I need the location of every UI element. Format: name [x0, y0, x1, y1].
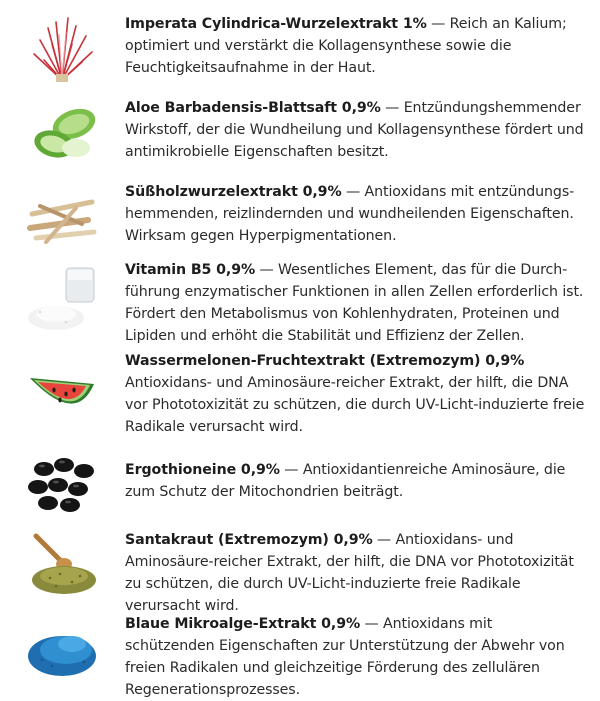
- ingredient-description: Antioxidans mit entzündungs-hemmenden, reizlindernden und wundheilenden Eigenschaften. Wirksam gegen Hyperpigmentationen.: [125, 184, 575, 244]
- ingredient-text: [125, 350, 585, 438]
- ingredient-text: [125, 613, 585, 701]
- ingredient-name: Wassermelonen-Fruchtextrakt (Extremozym) 0,9%: [125, 353, 525, 369]
- ingredient-description: Antioxidantienreiche Aminosäure, die zum Schutz der Mitochondrien beiträgt.: [125, 462, 566, 500]
- ingredient-description: Wesentliches Element, das für die Durch-führung enzymatischer Funktionen in allen Zellen erforderlich ist. Fördert den Metabolismus von Kohlenhydraten, Proteinen und Lipiden und erhöht die Stabilität und Effizienz der Zellen.: [125, 262, 584, 344]
- ingredient-description: Antioxidans- und Aminosäure-reicher Extrakt, der hilft, die DNA vor Phototoxizität zu schützen, die durch UV-Licht-induzierte freie Radikale verursacht wird.: [125, 375, 585, 435]
- aloe-vera-icon: [26, 100, 98, 170]
- ingredient-text: [125, 181, 585, 247]
- ingredient-description: Reich an Kalium; optimiert und verstärkt die Kollagensynthese sowie die Feuchtigkeitsaufnahme in der Haut.: [125, 16, 567, 76]
- ingredient-name: Blaue Mikroalge-Extrakt 0,9%: [125, 616, 361, 632]
- ingredient-name: Ergothioneine 0,9%: [125, 462, 280, 478]
- separator: —: [341, 184, 365, 200]
- ingredient-text: [125, 459, 585, 503]
- separator: —: [279, 462, 303, 478]
- licorice-root-icon: [26, 184, 98, 254]
- separator: —: [255, 262, 279, 278]
- black-beans-icon: [26, 451, 98, 521]
- ingredient-text: [125, 13, 585, 79]
- separator: —: [360, 616, 383, 632]
- ingredient-name: Aloe Barbadensis-Blattsaft 0,9%: [125, 100, 381, 116]
- ingredient-description: Entzündungshemmender Wirkstoff, der die Wundheilung und Kollagensynthese fördert und antimikrobielle Eigenschaften besitzt.: [125, 100, 584, 160]
- ingredient-name: Imperata Cylindrica-Wurzelextrakt 1%: [125, 16, 427, 32]
- ingredient-name: Vitamin B5 0,9%: [125, 262, 256, 278]
- separator: —: [426, 16, 450, 32]
- ingredient-description: Antioxidans- und Aminosäure-reicher Extrakt, der hilft, die DNA vor Phototoxizität zu schützen, die durch UV-Licht-induzierte freie Radikale verursacht wird.: [125, 532, 574, 614]
- ingredient-name: Santakraut (Extremozym) 0,9%: [125, 532, 373, 548]
- ingredient-text: [125, 259, 585, 347]
- ingredient-text: [125, 97, 585, 163]
- watermelon-icon: [26, 360, 98, 430]
- ingredient-name: Süßholzwurzelextrakt 0,9%: [125, 184, 342, 200]
- ingredient-description: Antioxidans mit schützenden Eigenschaften zur Unterstützung der Abwehr von freien Radikalen und gleichzeitige Förderung des zellulären Regenerationsprozesses.: [125, 616, 565, 698]
- dried-herb-icon: [26, 528, 98, 598]
- ingredient-text: [125, 529, 585, 617]
- red-grass-icon: [26, 14, 98, 84]
- separator: —: [380, 100, 404, 116]
- powder-jar-icon: [26, 262, 98, 332]
- blue-algae-powder-icon: [26, 614, 98, 684]
- separator: —: [372, 532, 396, 548]
